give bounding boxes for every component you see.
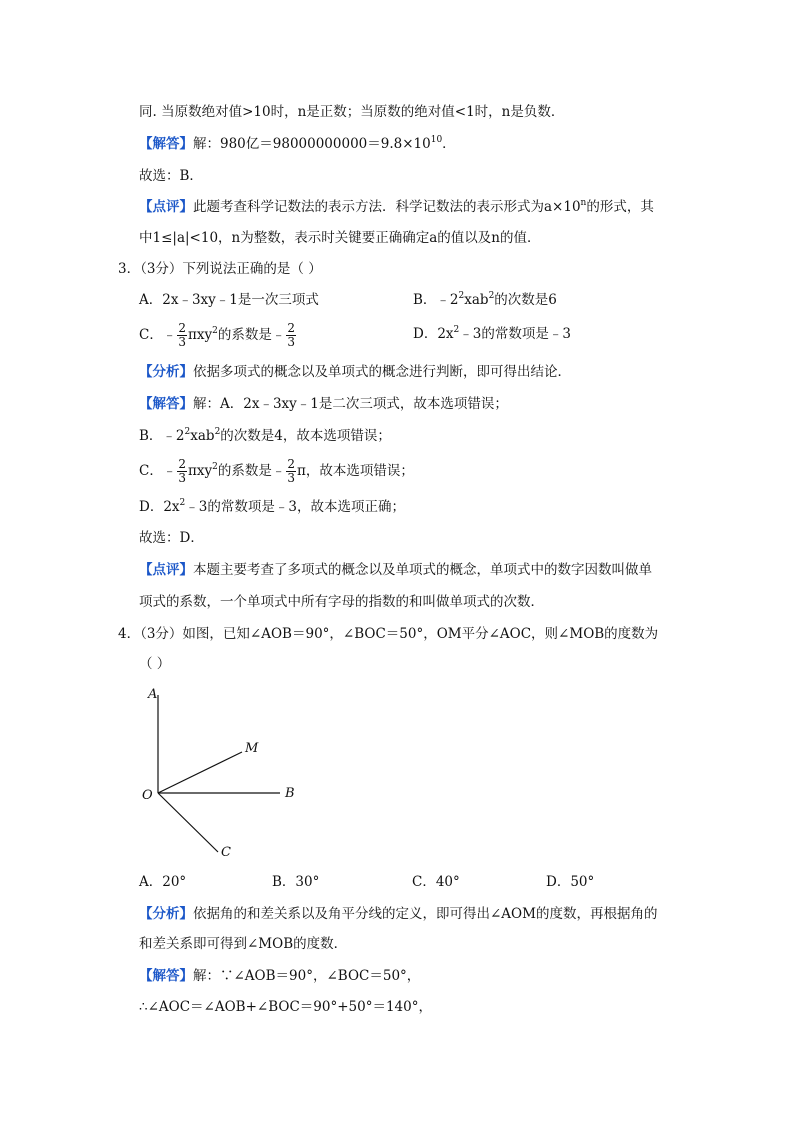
- label-a: A: [148, 687, 158, 702]
- answer-d-post: ﹣3的常数项是﹣3，故本选项正确；: [185, 499, 405, 515]
- fraction: [177, 458, 187, 485]
- answer-d-pre: D．2x: [139, 499, 180, 515]
- q4-option-d: D．50°: [546, 874, 595, 890]
- exponent: 10: [430, 135, 443, 145]
- q4-answer-2: ∴∠AOC＝∠AOB+∠BOC＝90°+50°＝140°，: [139, 999, 432, 1015]
- opt-c-post: 的系数是﹣: [217, 327, 286, 343]
- q3-answer-a: [139, 394, 508, 414]
- fraction-numerator: 2: [287, 321, 295, 335]
- q3-option-b: [413, 290, 557, 310]
- review-end: 的形式，其: [586, 199, 654, 215]
- q3-review-2: 项式的系数，一个单项式中所有字母的指数的和叫做单项式的次数．: [139, 594, 544, 610]
- exponent: 2: [179, 498, 186, 508]
- fraction: [286, 458, 296, 485]
- exponent: 2: [453, 325, 460, 335]
- review-text: 本题主要考查了多项式的概念以及单项式的概念，单项式中的数字因数叫做单: [193, 562, 652, 578]
- fraction-denominator: 3: [178, 335, 186, 349]
- opt-c-pre: C．﹣: [139, 327, 177, 343]
- text-line-4: [139, 197, 654, 217]
- answer-tag: 【解答】: [139, 968, 193, 984]
- answer-c-pre: C．﹣: [139, 463, 177, 479]
- review-tag: 【点评】: [139, 562, 193, 578]
- exponent: n: [580, 198, 587, 208]
- analysis-tag: 【分析】: [139, 364, 193, 380]
- label-o: O: [142, 788, 153, 803]
- answer-c-mid: πxy: [187, 463, 213, 479]
- analysis-text: 依据角的和差关系以及角平分线的定义，即可得出∠AOM的度数，再根据角的: [193, 906, 658, 922]
- analysis-text: 依据多项式的概念以及单项式的概念进行判断，即可得出结论．: [193, 364, 571, 380]
- exponent: 2: [458, 291, 465, 301]
- fraction: [177, 322, 187, 349]
- label-c: C: [221, 845, 231, 860]
- opt-c-mid: πxy: [187, 327, 213, 343]
- fraction: [286, 322, 296, 349]
- review-tag: 【点评】: [139, 199, 193, 215]
- exponent: 2: [212, 326, 218, 336]
- q4-answer-1: [139, 966, 420, 986]
- text-line-1: 同. 当原数绝对值>10时，n是正数；当原数的绝对值<1时，n是负数．: [139, 104, 565, 120]
- answer-c-end: π，故本选项错误；: [296, 463, 414, 479]
- q3-choice: 故选：D．: [139, 530, 204, 546]
- q3-option-c: [139, 322, 297, 349]
- text-line-2: [139, 134, 456, 154]
- fraction-numerator: 2: [287, 457, 295, 471]
- answer-b-mid: xab: [190, 428, 215, 444]
- q4-analysis-2: 和差关系即可得到∠MOB的度数．: [139, 936, 348, 952]
- fraction-denominator: 3: [287, 335, 295, 349]
- q4-option-a: A．20°: [139, 874, 187, 890]
- answer-b-post: 的次数是4，故本选项错误；: [220, 428, 391, 444]
- ray-om: [158, 752, 242, 793]
- q3-answer-c: [139, 458, 414, 485]
- fraction-denominator: 3: [287, 471, 295, 485]
- choice-line: 故选：B．: [139, 168, 203, 184]
- q3-option-d: [413, 324, 571, 344]
- question-3-stem: 3．（3分）下列说法正确的是（ ）: [118, 261, 322, 277]
- fraction-numerator: 2: [178, 321, 186, 335]
- text-line-5: 中1≤|a|<10，n为整数，表示时关键要正确确定a的值以及n的值．: [139, 230, 541, 246]
- q3-answer-d: [139, 497, 405, 517]
- fraction-numerator: 2: [178, 457, 186, 471]
- answer-text: 解：∵∠AOB＝90°，∠BOC＝50°，: [193, 968, 421, 984]
- answer-c-post: 的系数是﹣: [217, 463, 286, 479]
- q3-answer-b: [139, 426, 391, 446]
- label-b: B: [285, 786, 295, 801]
- opt-d-pre: D．2x: [413, 326, 454, 342]
- fraction-denominator: 3: [178, 471, 186, 485]
- answer-tag: 【解答】: [139, 396, 193, 412]
- q3-option-a: A．2x﹣3xy﹣1是一次三项式: [139, 292, 319, 308]
- analysis-tag: 【分析】: [139, 906, 193, 922]
- answer-text: 解：980亿＝98000000000＝9.8×10: [193, 136, 431, 152]
- q4-analysis-1: [139, 904, 657, 924]
- q3-analysis: [139, 362, 571, 382]
- exponent: 2: [488, 291, 495, 301]
- ray-oc: [158, 793, 218, 852]
- answer-end: ．: [442, 136, 456, 152]
- opt-b-post: 的次数是6: [494, 292, 557, 308]
- opt-b-mid: xab: [464, 292, 489, 308]
- label-m: M: [245, 741, 259, 756]
- q4-option-c: C．40°: [412, 874, 460, 890]
- opt-b-pre: B．﹣2: [413, 292, 459, 308]
- question-4-stem-2: （ ）: [139, 656, 171, 672]
- answer-text: 解：A．2x﹣3xy﹣1是二次三项式，故本选项错误；: [193, 396, 508, 412]
- opt-d-post: ﹣3的常数项是﹣3: [459, 326, 571, 342]
- question-4-stem: 4．（3分）如图，已知∠AOB＝90°，∠BOC＝50°，OM平分∠AOC，则∠MOB的度数为: [118, 626, 659, 642]
- answer-tag: 【解答】: [139, 136, 193, 152]
- exponent: 2: [214, 427, 221, 437]
- review-text: 此题考查科学记数法的表示方法．科学记数法的表示形式为a×10: [193, 199, 581, 215]
- answer-b-pre: B．﹣2: [139, 428, 185, 444]
- q4-option-b: B．30°: [272, 874, 320, 890]
- exponent: 2: [184, 427, 191, 437]
- q3-review-1: [139, 560, 652, 580]
- exponent: 2: [212, 462, 218, 472]
- angle-figure: [130, 680, 320, 865]
